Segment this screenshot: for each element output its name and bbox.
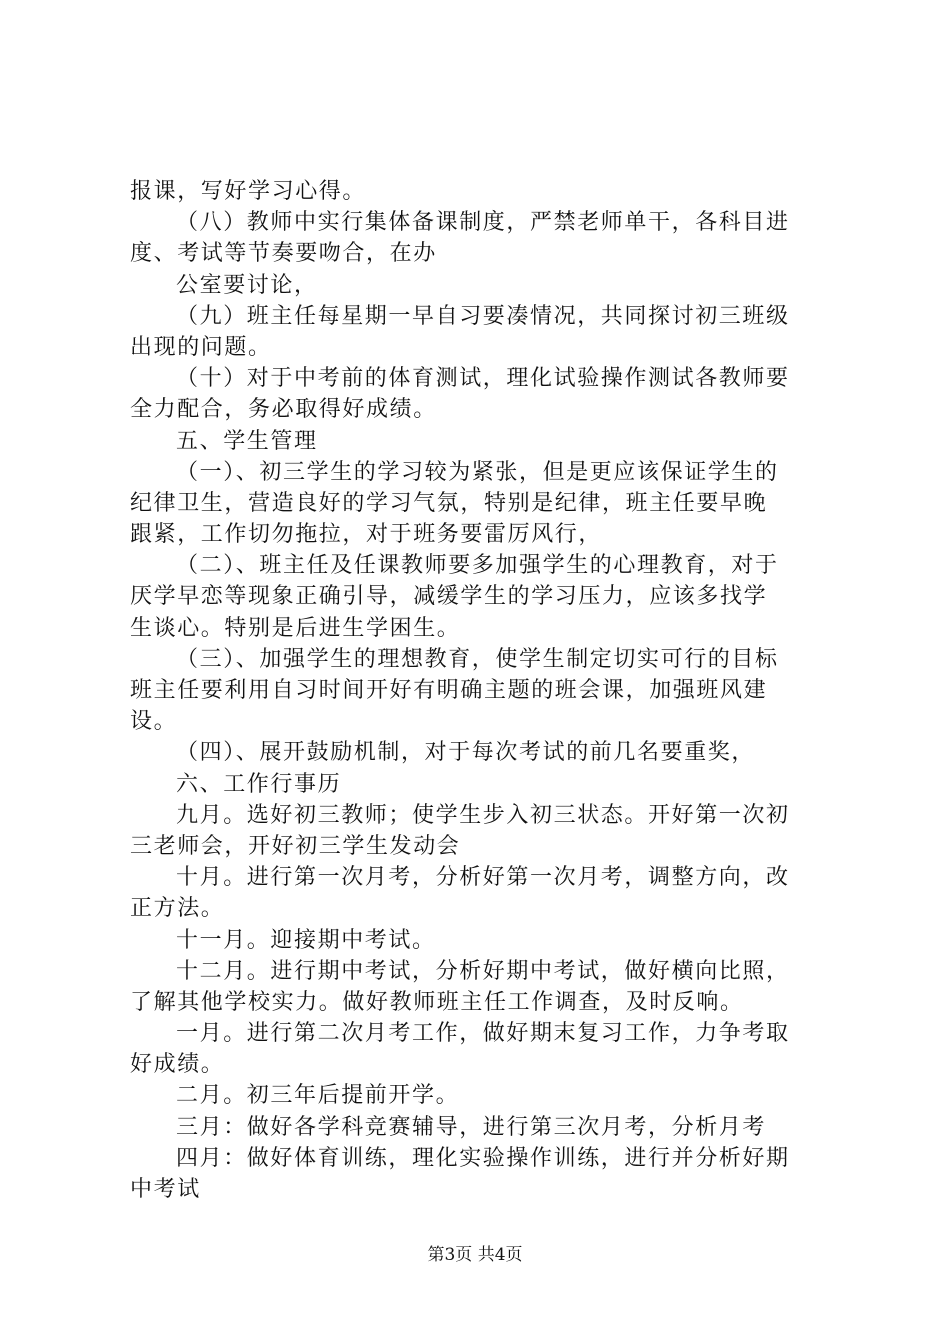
text-line: （三）、加强学生的理想教育，使学生制定切实可行的目标: [176, 646, 779, 672]
text-line: 十二月。进行期中考试，分析好期中考试，做好横向比照，: [176, 958, 790, 984]
text-line: 纪律卫生，营造良好的学习气氛，特别是纪律，班主任要早晚: [130, 490, 768, 516]
text-line: 好成绩。: [130, 1052, 225, 1078]
page-number: 第3页 共4页: [427, 1245, 523, 1265]
text-line: 度、考试等节奏要吻合，在办: [130, 241, 437, 267]
text-line: （四）、展开鼓励机制，对于每次考试的前几名要重奖，: [176, 740, 756, 766]
text-line: 一月。进行第二次月考工作，做好期末复习工作，力争考取: [176, 1021, 790, 1047]
text-line: 报课，写好学习心得。: [130, 179, 367, 204]
text-line: 十一月。迎接期中考试。: [176, 927, 436, 953]
text-line: 跟紧，工作切勿拖拉，对于班务要雷厉风行，: [130, 522, 603, 548]
text-line: 全力配合，务必取得好成绩。: [130, 397, 437, 423]
text-line: 设。: [130, 709, 178, 735]
text-line: 九月。选好初三教师；使学生步入初三状态。开好第一次初: [176, 802, 790, 828]
text-line: 三老师会，开好初三学生发动会: [130, 833, 461, 859]
text-line: 三月：做好各学科竞赛辅导，进行第三次月考，分析月考: [176, 1114, 767, 1140]
page-footer: [0, 1245, 950, 1265]
text-line: 四月：做好体育训练，理化实验操作训练，进行并分析好期: [176, 1145, 790, 1171]
text-line: 十月。进行第一次月考，分析好第一次月考，调整方向，改: [176, 865, 790, 891]
text-line: 生谈心。特别是后进生学困生。: [130, 615, 461, 641]
text-line: （二）、班主任及任课教师要多加强学生的心理教育，对于: [176, 553, 779, 579]
text-line: 二月。初三年后提前开学。: [176, 1083, 460, 1109]
text-line: （十）对于中考前的体育测试，理化试验操作测试各教师要: [176, 366, 790, 392]
text-line: 五、学生管理: [176, 428, 318, 454]
text-line: 班主任要利用自习时间开好有明确主题的班会课，加强班风建: [130, 678, 768, 703]
text-line: 出现的问题。: [130, 334, 272, 360]
document-body: [130, 176, 835, 1205]
text-line: 公室要讨论，: [176, 272, 318, 298]
text-line: 厌学早恋等现象正确引导，减缓学生的学习压力，应该多找学: [130, 584, 768, 610]
text-line: （一）、初三学生的学习较为紧张，但是更应该保证学生的: [176, 459, 779, 485]
text-line: （八）教师中实行集体备课制度，严禁老师单干，各科目进: [176, 210, 790, 236]
text-line: 了解其他学校实力。做好教师班主任工作调查，及时反响。: [130, 989, 744, 1015]
text-line: 六、工作行事历: [176, 771, 342, 797]
text-line: 正方法。: [130, 896, 225, 922]
text-line: （九）班主任每星期一早自习要凑情况，共同探讨初三班级: [176, 303, 790, 329]
text-line: 中考试: [130, 1177, 201, 1202]
